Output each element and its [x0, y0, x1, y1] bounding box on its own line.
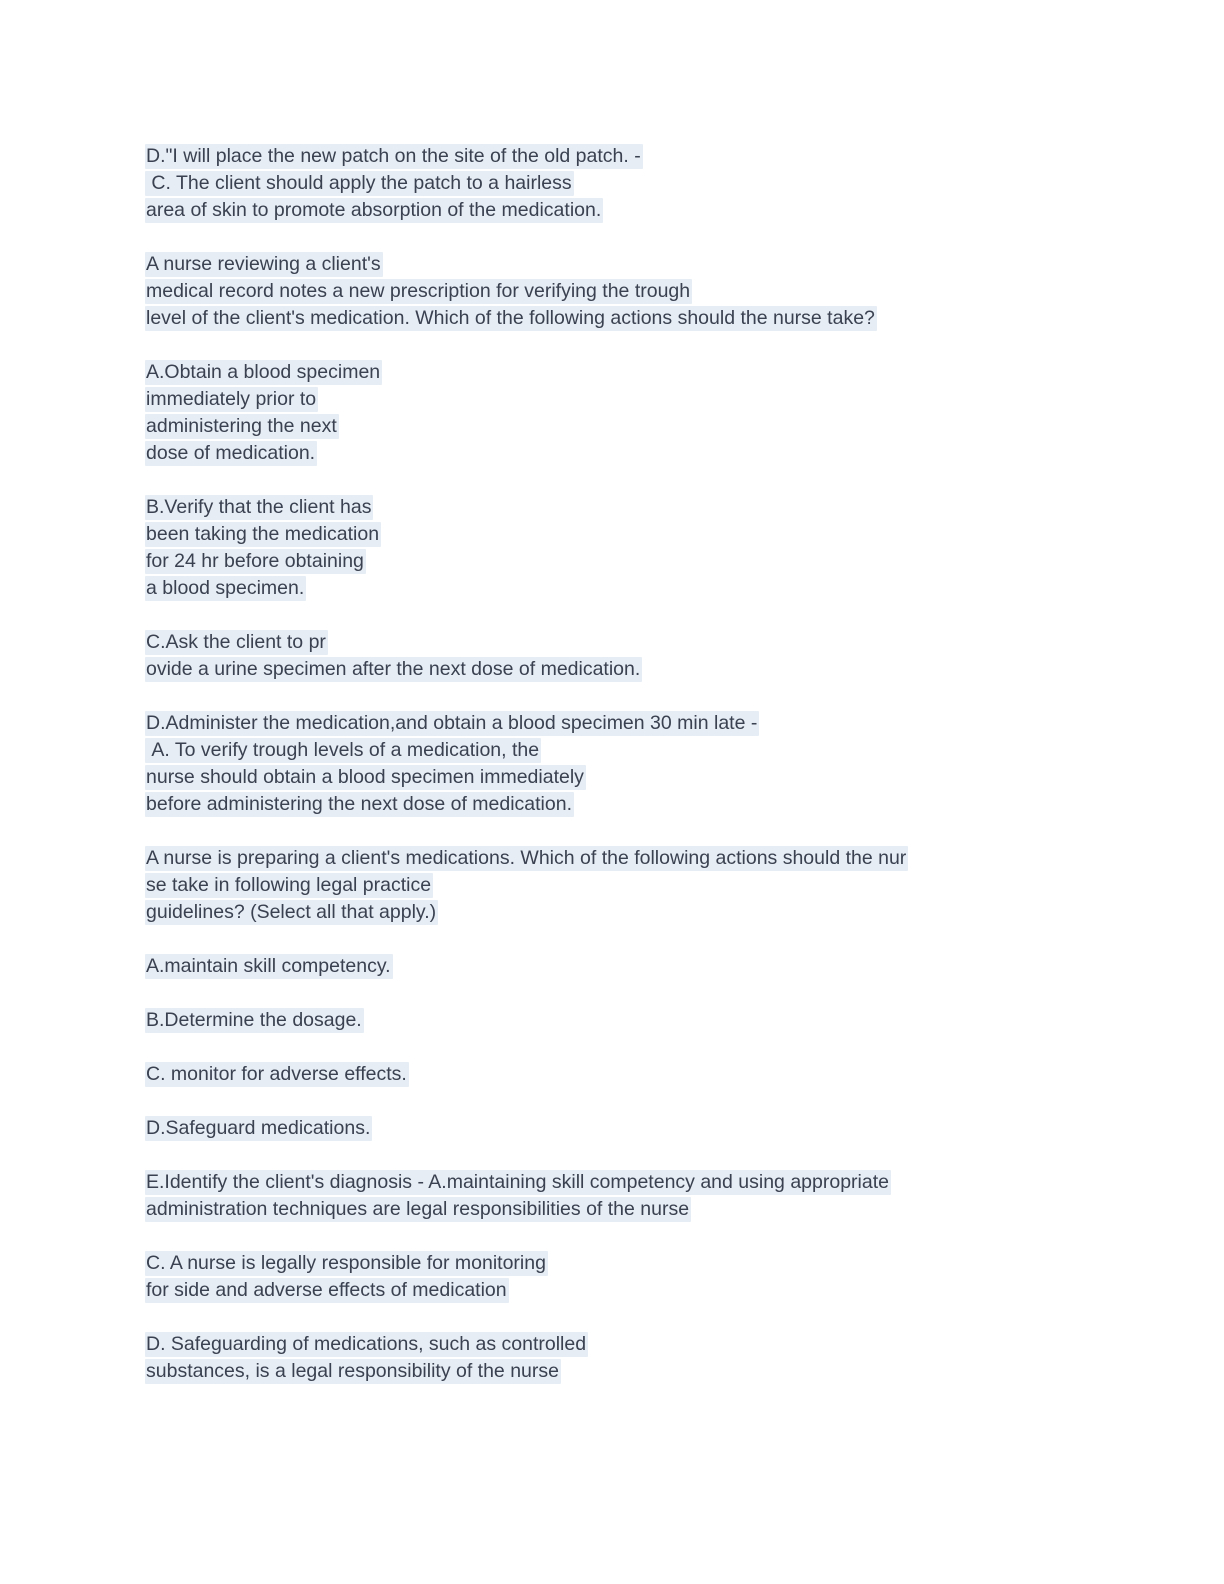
text-line	[145, 1169, 1104, 1196]
highlighted-text: A nurse reviewing a client's	[146, 253, 381, 275]
text-line	[145, 413, 1104, 440]
text-line	[145, 1277, 1104, 1304]
highlighted-text: medical record notes a new prescription for verifying the trough	[146, 280, 691, 302]
highlighted-text: been taking the medication	[146, 523, 380, 545]
highlighted-text: administration techniques are legal responsibilities of the nurse	[146, 1198, 690, 1220]
highlighted-text: for side and adverse effects of medication	[146, 1279, 507, 1301]
paragraph	[145, 359, 1104, 467]
text-line	[145, 1115, 1104, 1142]
highlighted-text: se take in following legal practice	[146, 874, 432, 896]
text-line	[145, 1250, 1104, 1277]
text-line	[145, 1358, 1104, 1385]
text-line	[145, 1196, 1104, 1223]
text-line	[145, 845, 1104, 872]
paragraph	[145, 845, 1104, 926]
highlighted-text: area of skin to promote absorption of the medication.	[146, 199, 602, 221]
text-line	[145, 440, 1104, 467]
highlighted-text: B.Determine the dosage.	[146, 1009, 362, 1031]
text-line	[145, 386, 1104, 413]
text-line	[145, 575, 1104, 602]
highlighted-text: D.Administer the medication,and obtain a blood specimen 30 min late -	[146, 712, 758, 734]
text-line	[145, 521, 1104, 548]
highlighted-text: D."I will place the new patch on the site of the old patch. -	[146, 145, 641, 167]
highlighted-text: dose of medication.	[146, 442, 316, 464]
highlighted-text: immediately prior to	[146, 388, 317, 410]
paragraph	[145, 953, 1104, 980]
highlighted-text: C. monitor for adverse effects.	[146, 1063, 407, 1085]
text-line	[145, 629, 1104, 656]
highlighted-text: C. A nurse is legally responsible for monitoring	[146, 1252, 546, 1274]
paragraph	[145, 1331, 1104, 1385]
text-line	[145, 656, 1104, 683]
paragraph	[145, 629, 1104, 683]
paragraph	[145, 1061, 1104, 1088]
highlighted-text: A nurse is preparing a client's medications. Which of the following actions should the nur	[146, 847, 907, 869]
text-line	[145, 764, 1104, 791]
text-line	[145, 143, 1104, 170]
highlighted-text: nurse should obtain a blood specimen immediately	[146, 766, 584, 788]
paragraph	[145, 143, 1104, 224]
text-line	[145, 251, 1104, 278]
text-line	[145, 305, 1104, 332]
text-line	[145, 710, 1104, 737]
highlighted-text: A. To verify trough levels of a medication, the	[146, 739, 540, 761]
highlighted-text: for 24 hr before obtaining	[146, 550, 364, 572]
text-line	[145, 1007, 1104, 1034]
highlighted-text: administering the next	[146, 415, 337, 437]
highlighted-text: a blood specimen.	[146, 577, 305, 599]
text-line	[145, 953, 1104, 980]
highlighted-text: A.Obtain a blood specimen	[146, 361, 381, 383]
highlighted-text: substances, is a legal responsibility of the nurse	[146, 1360, 559, 1382]
paragraph	[145, 251, 1104, 332]
text-line	[145, 170, 1104, 197]
highlighted-text: guidelines? (Select all that apply.)	[146, 901, 437, 923]
document-text	[145, 143, 1104, 1412]
text-line	[145, 197, 1104, 224]
highlighted-text: C. The client should apply the patch to a hairless	[146, 172, 572, 194]
text-line	[145, 1061, 1104, 1088]
highlighted-text: D.Safeguard medications.	[146, 1117, 371, 1139]
text-line	[145, 359, 1104, 386]
highlighted-text: ovide a urine specimen after the next dose of medication.	[146, 658, 641, 680]
paragraph	[145, 1115, 1104, 1142]
text-line	[145, 548, 1104, 575]
highlighted-text: B.Verify that the client has	[146, 496, 372, 518]
text-line	[145, 899, 1104, 926]
text-line	[145, 791, 1104, 818]
text-line	[145, 494, 1104, 521]
text-line	[145, 1331, 1104, 1358]
highlighted-text: C.Ask the client to pr	[146, 631, 326, 653]
text-line	[145, 872, 1104, 899]
text-line	[145, 737, 1104, 764]
paragraph	[145, 710, 1104, 818]
paragraph	[145, 1169, 1104, 1223]
highlighted-text: before administering the next dose of medication.	[146, 793, 573, 815]
paragraph	[145, 1007, 1104, 1034]
text-line	[145, 278, 1104, 305]
paragraph	[145, 1250, 1104, 1304]
highlighted-text: E.Identify the client's diagnosis - A.maintaining skill competency and using appropriate	[146, 1171, 889, 1193]
paragraph	[145, 494, 1104, 602]
highlighted-text: A.maintain skill competency.	[146, 955, 391, 977]
highlighted-text: level of the client's medication. Which of the following actions should the nurse take?	[146, 307, 875, 329]
highlighted-text: D. Safeguarding of medications, such as controlled	[146, 1333, 587, 1355]
